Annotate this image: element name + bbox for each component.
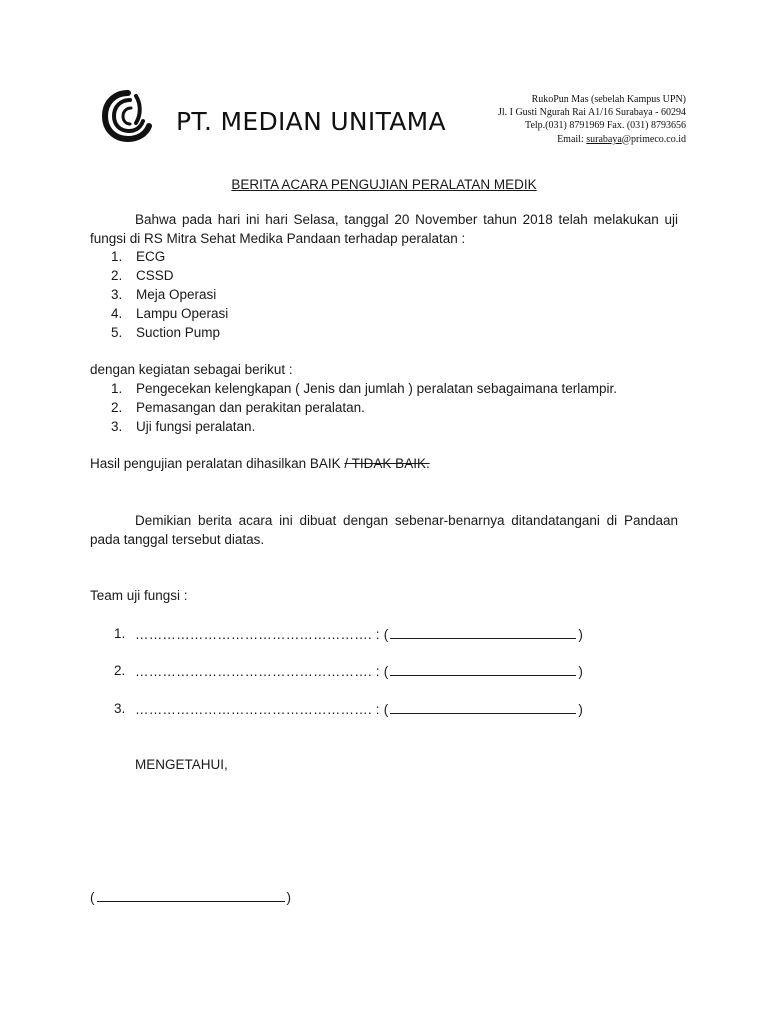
final-signature-line: ( ) (90, 890, 291, 905)
signature-number: 3. (114, 701, 126, 716)
signature-line: ……………………………………………. : ( ) (135, 664, 584, 679)
result-struck: / TIDAK BAIK. (344, 456, 430, 471)
equipment-item: 4. Lampu Operasi (111, 306, 229, 321)
closing-paragraph (90, 511, 678, 549)
equipment-item: 5. Suction Pump (111, 325, 221, 340)
address-line: RukoPun Mas (sebelah Kampus UPN) (531, 94, 686, 105)
activity-item: 2. Pemasangan dan perakitan peralatan. (111, 400, 365, 415)
signature-blank[interactable] (390, 700, 576, 714)
document-title: BERITA ACARA PENGUJIAN PERALATAN MEDIK (231, 177, 537, 192)
signature-number: 1. (114, 626, 126, 641)
email-domain: @primeco.co.id (621, 133, 686, 145)
team-label: Team uji fungsi : (90, 588, 188, 603)
email-line (498, 133, 686, 146)
company-logo (100, 88, 156, 149)
signature-number: 2. (114, 663, 126, 678)
equipment-item: 2. CSSD (111, 268, 174, 283)
signature-line: ……………………………………………. : ( ) (135, 627, 584, 642)
signature-line: ……………………………………………. : ( ) (135, 702, 584, 717)
phone-fax-line: Telp.(031) 8791969 Fax. (031) 8793656 (525, 120, 686, 132)
signature-blank[interactable] (390, 625, 576, 639)
equipment-item: 3. Meja Operasi (111, 287, 217, 302)
final-signature-blank[interactable] (97, 888, 285, 902)
activities-intro: dengan kegiatan sebagai berikut : (90, 362, 293, 377)
mengetahui-label: MENGETAHUI, (135, 757, 228, 772)
intro-paragraph (90, 210, 678, 248)
email-label: Email: (557, 133, 587, 145)
signature-blank[interactable] (390, 662, 576, 676)
company-name: PT. MEDIAN UNITAMA (176, 107, 446, 136)
intro-text: Bahwa pada hari ini hari Selasa, tanggal 20 November tahun 2018 telah melakukan uji fungsi di RS Mitra Sehat Medika Pandaan terhadap peralatan : (90, 212, 678, 246)
result-line (90, 455, 430, 473)
company-address (498, 93, 686, 146)
result-text: Hasil pengujian peralatan dihasilkan BAIK (90, 456, 345, 471)
equipment-item: 1. ECG (111, 249, 166, 264)
email-user: surabaya (586, 133, 622, 145)
closing-text: Demikian berita acara ini dibuat dengan sebenar-benarnya ditandatangani di Pandaan pada tanggal tersebut diatas. (90, 513, 678, 547)
activity-item: 3. Uji fungsi peralatan. (111, 419, 256, 434)
activity-item: 1. Pengecekan kelengkapan ( Jenis dan jumlah ) peralatan sebagaimana terlampir. (111, 381, 618, 396)
address-line: Jl. I Gusti Ngurah Rai A1/16 Surabaya - 60294 (497, 107, 686, 119)
